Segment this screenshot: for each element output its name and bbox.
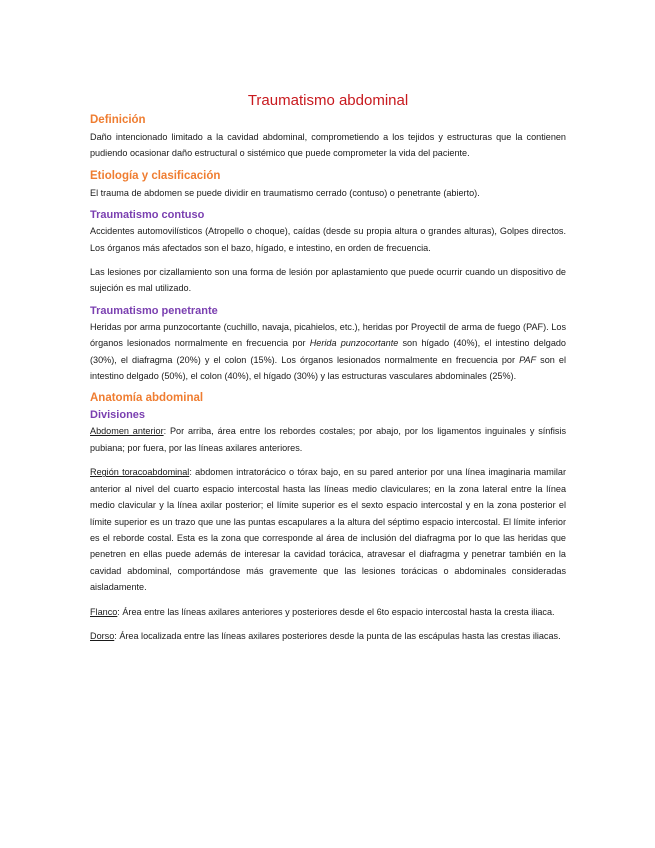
page-title: Traumatismo abdominal bbox=[247, 92, 409, 109]
penetrante-text-c: son el intestino delgado (50%), el colon (40%), el hígado (30%) y las estructuras vasculares abdominales (25%). bbox=[90, 354, 566, 382]
division-toracoabdominal bbox=[90, 464, 566, 595]
division-abdomen-anterior bbox=[90, 423, 566, 456]
penetrante-text-b: son hígado (40%), el intestino delgado (30%), el diafragma (20%) y el colon (15%). Los órganos lesionados normalmente en frecuencia por bbox=[90, 338, 566, 365]
division-flanco bbox=[90, 604, 566, 620]
division-text: : abdomen intratorácico o tórax bajo, en su pared anterior por una línea imaginaria mamilar anterior al nivel del cuarto espacio intercostal hasta las líneas medio claviculares; en la zona lateral entre la línea medio clavicular y la línea axilar posterior; el límite superior es el sexto espacio intercostal y en la zona posterior el límite superior es un trazo que une las puntas escapulares a la altura del séptimo espacio intercostal. El límite inferior es el reborde costal. Esta es la zona que corresponde al área de inclusión del diafragma por lo que las heridas que penetren en ellas puede además de interesar la cavidad torácica, atravesar el diafragma y penetrar también en la cavidad abdominal, comportándose más gravemente que las lesiones torácicas o abdominales consideradas aisladamente. bbox=[90, 467, 566, 593]
definicion-text: Daño intencionado limitado a la cavidad abdominal, comprometiendo a los tejidos y estructuras que la contienen pudiendo ocasionar daño estructural o sistémico que puede comprometer la vida del paciente. bbox=[90, 132, 566, 159]
contuso-paragraph-1: Accidentes automovilísticos (Atropello o choque), caídas (desde su propia altura o grandes alturas), Golpes directos. Los órganos más afectados son el bazo, hígado, e intestino, en orden de frecuencia. bbox=[90, 226, 566, 253]
division-text: : Área entre las líneas axilares anteriores y posteriores desde el 6to espacio intercostal hasta la cresta iliaca. bbox=[117, 606, 555, 617]
division-term: Dorso bbox=[90, 630, 115, 641]
document-content bbox=[90, 91, 566, 644]
penetrante-text-a: Heridas por arma punzocortante (cuchillo, navaja, picahielos, etc.), heridas por Proyectil de arma de fuego (PAF). Los órganos lesionados normalmente en frecuencia por bbox=[90, 321, 566, 349]
heading-definicion: Definición bbox=[90, 114, 146, 126]
division-dorso bbox=[90, 628, 566, 644]
heading-anatomia: Anatomía abdominal bbox=[90, 392, 204, 405]
penetrante-paragraph bbox=[90, 319, 566, 385]
division-term: Abdomen anterior bbox=[90, 426, 164, 437]
division-text: : Por arriba, área entre los rebordes costales; por abajo, por los ligamentos inguinales y sínfisis pubiana; por fuera, por las líneas axilares anteriores. bbox=[90, 426, 566, 453]
division-term: Región toracoabdominal bbox=[90, 467, 190, 478]
penetrante-italic-a: Herida punzocortante bbox=[309, 338, 399, 349]
division-text: : Área localizada entre las líneas axilares posteriores desde la punta de las escápulas hasta las crestas iliacas. bbox=[114, 630, 561, 641]
heading-divisiones: Divisiones bbox=[90, 409, 146, 422]
division-term: Flanco bbox=[90, 606, 118, 617]
heading-contuso: Traumatismo contuso bbox=[90, 209, 205, 222]
heading-penetrante: Traumatismo penetrante bbox=[90, 304, 218, 317]
etiologia-text: El trauma de abdomen se puede dividir en traumatismo cerrado (contuso) o penetrante (abierto). bbox=[90, 187, 480, 198]
heading-etiologia: Etiología y clasificación bbox=[90, 169, 221, 182]
penetrante-italic-b: PAF bbox=[519, 354, 537, 365]
contuso-paragraph-2: Las lesiones por cizallamiento son una forma de lesión por aplastamiento que puede ocurrir cuando un dispositivo de sujeción es mal utilizado. bbox=[90, 267, 566, 294]
